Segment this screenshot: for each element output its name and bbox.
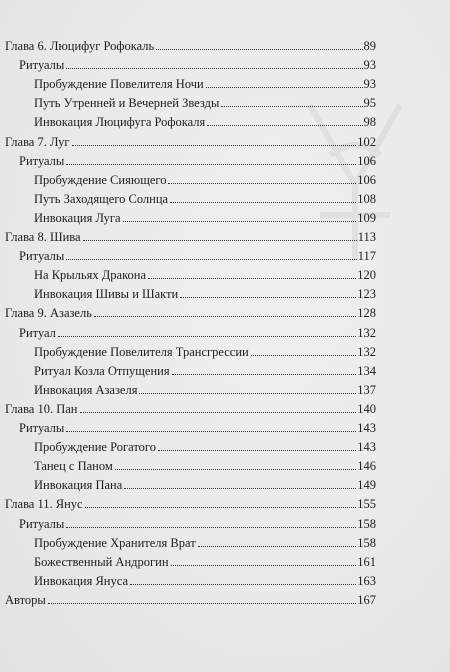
dot-leader bbox=[171, 565, 357, 566]
toc-entry bbox=[5, 300, 376, 320]
toc-entry-page-number: 128 bbox=[357, 306, 376, 320]
toc-entry bbox=[34, 549, 376, 569]
toc-entry-page-number: 149 bbox=[357, 478, 376, 492]
dot-leader bbox=[168, 183, 356, 184]
toc-entry-title: Инвокация Пана bbox=[34, 478, 123, 492]
toc-entry-title: Ритуалы bbox=[19, 58, 65, 72]
dot-leader bbox=[123, 221, 357, 222]
toc-entry-page-number: 158 bbox=[357, 517, 376, 531]
toc-entry-page-number: 146 bbox=[357, 459, 376, 473]
toc-entry bbox=[34, 167, 376, 187]
toc-entry bbox=[34, 453, 376, 473]
dot-leader bbox=[58, 336, 356, 337]
dot-leader bbox=[206, 87, 363, 88]
toc-entry bbox=[34, 434, 376, 454]
toc-entry bbox=[34, 186, 376, 206]
dot-leader bbox=[221, 106, 362, 107]
toc-entry-page-number: 143 bbox=[357, 440, 376, 454]
toc-entry-page-number: 106 bbox=[357, 154, 376, 168]
toc-entry-page-number: 106 bbox=[357, 173, 376, 187]
toc-entry bbox=[5, 491, 376, 511]
dot-leader bbox=[66, 164, 356, 165]
toc-entry bbox=[5, 587, 376, 607]
toc-entry-title: Глава 9. Азазель bbox=[5, 306, 92, 320]
dot-leader bbox=[198, 546, 357, 547]
toc-entry-page-number: 117 bbox=[357, 249, 376, 263]
dot-leader bbox=[170, 202, 356, 203]
dot-leader bbox=[94, 316, 356, 317]
toc-entry bbox=[34, 472, 376, 492]
toc-entry bbox=[5, 224, 376, 244]
toc-entry-title: Ритуалы bbox=[19, 421, 65, 435]
toc-entry-title: Путь Заходящего Солнца bbox=[34, 192, 169, 206]
toc-entry-page-number: 89 bbox=[363, 39, 376, 53]
dot-leader bbox=[115, 469, 356, 470]
toc-entry bbox=[34, 358, 376, 378]
toc-entry-title: Ритуалы bbox=[19, 249, 65, 263]
toc-entry-title: Пробуждение Рогатого bbox=[34, 440, 156, 454]
toc-entry-title: На Крыльях Дракона bbox=[34, 268, 146, 282]
dot-leader bbox=[48, 603, 356, 604]
toc-entry-title: Пробуждение Повелителя Ночи bbox=[34, 77, 204, 91]
toc-entry-title: Путь Утренней и Вечерней Звезды bbox=[34, 96, 220, 110]
toc-entry-page-number: 158 bbox=[357, 536, 376, 550]
toc-entry-page-number: 108 bbox=[357, 192, 376, 206]
toc-entry-title: Инвокация Луга bbox=[34, 211, 121, 225]
dot-leader bbox=[158, 450, 356, 451]
toc-entry-title: Авторы bbox=[5, 593, 46, 607]
toc-entry-title: Пробуждение Сияющего bbox=[34, 173, 167, 187]
toc-entry bbox=[5, 396, 376, 416]
toc-entry-page-number: 120 bbox=[357, 268, 376, 282]
dot-leader bbox=[124, 488, 356, 489]
dot-leader bbox=[139, 393, 356, 394]
toc-entry bbox=[5, 33, 376, 53]
toc-entry bbox=[19, 320, 376, 340]
toc-entry-title: Инвокация Януса bbox=[34, 574, 128, 588]
toc-entry bbox=[19, 415, 376, 435]
toc-entry-title: Глава 8. Шива bbox=[5, 230, 81, 244]
dot-leader bbox=[80, 412, 357, 413]
toc-entry-title: Глава 7. Луг bbox=[5, 135, 70, 149]
toc-entry-title: Глава 11. Янус bbox=[5, 497, 83, 511]
toc-entry-page-number: 161 bbox=[357, 555, 376, 569]
toc-entry bbox=[19, 511, 376, 531]
toc-entry bbox=[34, 568, 376, 588]
dot-leader bbox=[130, 584, 356, 585]
toc-entry-title: Инвокация Азазеля bbox=[34, 383, 138, 397]
toc-entry bbox=[34, 71, 376, 91]
toc-entry-title: Ритуалы bbox=[19, 517, 65, 531]
toc-entry-title: Танец с Паном bbox=[34, 459, 113, 473]
toc-entry-title: Ритуал Козла Отпущения bbox=[34, 364, 170, 378]
toc-entry bbox=[34, 109, 376, 129]
toc-entry-page-number: 123 bbox=[357, 287, 376, 301]
toc-entry-title: Глава 6. Люцифуг Рофокаль bbox=[5, 39, 155, 53]
toc-entry-page-number: 93 bbox=[363, 77, 376, 91]
toc-entry-page-number: 143 bbox=[357, 421, 376, 435]
toc-entry-page-number: 132 bbox=[357, 345, 376, 359]
toc-entry bbox=[34, 377, 376, 397]
dot-leader bbox=[66, 431, 356, 432]
dot-leader bbox=[72, 145, 357, 146]
toc-entry-page-number: 93 bbox=[363, 58, 376, 72]
dot-leader bbox=[83, 240, 357, 241]
toc-entry-title: Пробуждение Повелителя Трансгрессии bbox=[34, 345, 249, 359]
toc-entry-title: Инвокация Люцифуга Рофокаля bbox=[34, 115, 206, 129]
dot-leader bbox=[156, 49, 362, 50]
dot-leader bbox=[66, 527, 356, 528]
dot-leader bbox=[85, 507, 357, 508]
toc-entry bbox=[5, 129, 376, 149]
toc-entry-page-number: 155 bbox=[357, 497, 376, 511]
toc-entry-page-number: 102 bbox=[357, 135, 376, 149]
dot-leader bbox=[251, 355, 357, 356]
toc-entry-title: Божественный Андрогин bbox=[34, 555, 169, 569]
toc-entry-page-number: 95 bbox=[363, 96, 376, 110]
toc-entry-title: Пробуждение Хранителя Врат bbox=[34, 536, 196, 550]
dot-leader bbox=[66, 259, 356, 260]
dot-leader bbox=[172, 374, 357, 375]
toc-entry bbox=[34, 339, 376, 359]
toc-entry bbox=[34, 281, 376, 301]
toc-entry-page-number: 163 bbox=[357, 574, 376, 588]
toc-entry-title: Ритуал bbox=[19, 326, 56, 340]
toc-entry-page-number: 109 bbox=[357, 211, 376, 225]
toc-entry bbox=[34, 205, 376, 225]
toc-entry-title: Ритуалы bbox=[19, 154, 65, 168]
toc-entry-page-number: 140 bbox=[357, 402, 376, 416]
toc-entry-page-number: 167 bbox=[357, 593, 376, 607]
toc-entry bbox=[34, 90, 376, 110]
toc-entry-page-number: 113 bbox=[357, 230, 376, 244]
dot-leader bbox=[207, 125, 362, 126]
toc-entry bbox=[19, 243, 376, 263]
toc-entry bbox=[19, 52, 376, 72]
toc-entry bbox=[34, 262, 376, 282]
dot-leader bbox=[66, 68, 362, 69]
toc-entry-page-number: 98 bbox=[363, 115, 376, 129]
toc-entry bbox=[34, 530, 376, 550]
dot-leader bbox=[148, 278, 356, 279]
toc-entry-page-number: 134 bbox=[357, 364, 376, 378]
toc-entry-page-number: 137 bbox=[357, 383, 376, 397]
toc-entry-title: Инвокация Шивы и Шакти bbox=[34, 287, 179, 301]
toc-entry-page-number: 132 bbox=[357, 326, 376, 340]
toc-entry-title: Глава 10. Пан bbox=[5, 402, 78, 416]
toc-entry bbox=[19, 148, 376, 168]
dot-leader bbox=[180, 297, 356, 298]
